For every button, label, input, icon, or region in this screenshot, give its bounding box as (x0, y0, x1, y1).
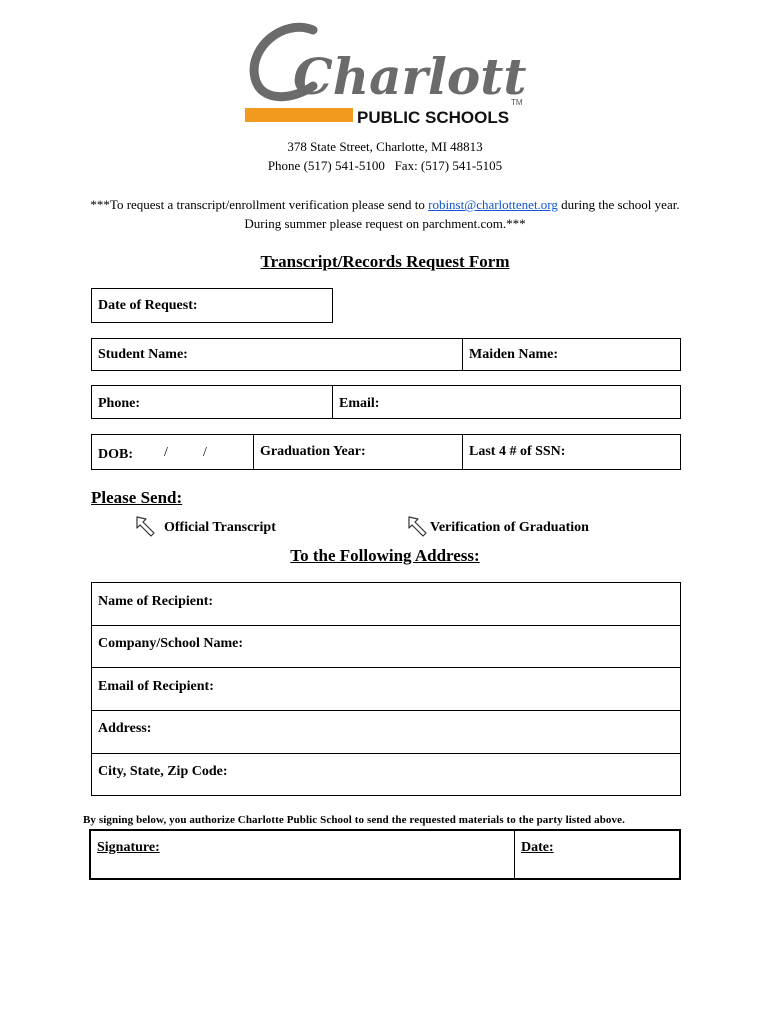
maiden-name-label: Maiden Name: (469, 347, 559, 362)
phone-email-row (91, 385, 681, 419)
signature-label: Signature: (97, 840, 160, 855)
phone-label: Phone: (98, 396, 140, 411)
email-label: Email: (339, 396, 380, 411)
graduation-year-label: Graduation Year: (260, 444, 366, 459)
divider (332, 386, 333, 418)
divider (92, 625, 680, 626)
divider (514, 831, 515, 878)
recipient-name-label: Name of Recipient: (98, 594, 214, 609)
notice-prefix: ***To request a transcript/enrollment verification please send to (90, 197, 429, 212)
charlotte-public-schools-logo (243, 8, 528, 128)
logo-accent-bar (245, 108, 353, 122)
date-of-request-label: Date of Request: (98, 298, 198, 313)
ssn-label: Last 4 # of SSN: (469, 444, 566, 459)
address-line-2: Phone (517) 541-5100 Fax: (517) 541-5105 (267, 158, 503, 173)
logo-tm: TM (511, 98, 523, 107)
recipient-email-label: Email of Recipient: (98, 679, 214, 694)
logo-script-text: Charlott (293, 47, 527, 106)
divider (462, 435, 463, 469)
recipient-table (91, 582, 681, 796)
student-name-row (91, 338, 681, 371)
date-of-request-field[interactable] (91, 288, 333, 323)
divider (92, 753, 680, 754)
signature-box (89, 829, 681, 880)
divider (92, 710, 680, 711)
city-state-zip-label: City, State, Zip Code: (98, 764, 228, 779)
divider (462, 339, 463, 370)
divider (253, 435, 254, 469)
form-title: Transcript/Records Request Form (260, 252, 510, 271)
official-transcript-label: Official Transcript (164, 520, 276, 535)
notice-line-2: During summer please request on parchment.com.*** (244, 216, 526, 231)
dob-label: DOB: (98, 447, 133, 462)
arrow-pointer-icon (406, 514, 432, 540)
date-label: Date: (521, 840, 554, 855)
please-send-heading: Please Send: (91, 488, 183, 507)
recipient-address-label: Address: (98, 721, 152, 736)
recipient-heading: To the Following Address: (290, 546, 480, 565)
arrow-pointer-icon (134, 514, 160, 540)
dob-grad-ssn-row (91, 434, 681, 470)
student-name-label: Student Name: (98, 347, 188, 362)
dob-slash-2: / (203, 445, 207, 460)
company-school-name-label: Company/School Name: (98, 636, 244, 651)
contact-email-link[interactable]: robinst@charlottenet.org (428, 197, 558, 212)
divider (92, 667, 680, 668)
notice-line-1 (0, 197, 770, 213)
verification-of-graduation-label: Verification of Graduation (430, 520, 589, 535)
address-line-1: 378 State Street, Charlotte, MI 48813 (287, 139, 483, 154)
notice-suffix: during the school year. (557, 197, 680, 212)
logo-subtitle: PUBLIC SCHOOLS (357, 108, 510, 127)
authorization-statement: By signing below, you authorize Charlotte Public School to send the requested materials to the party listed above. (83, 814, 625, 826)
dob-slash-1: / (164, 445, 168, 460)
